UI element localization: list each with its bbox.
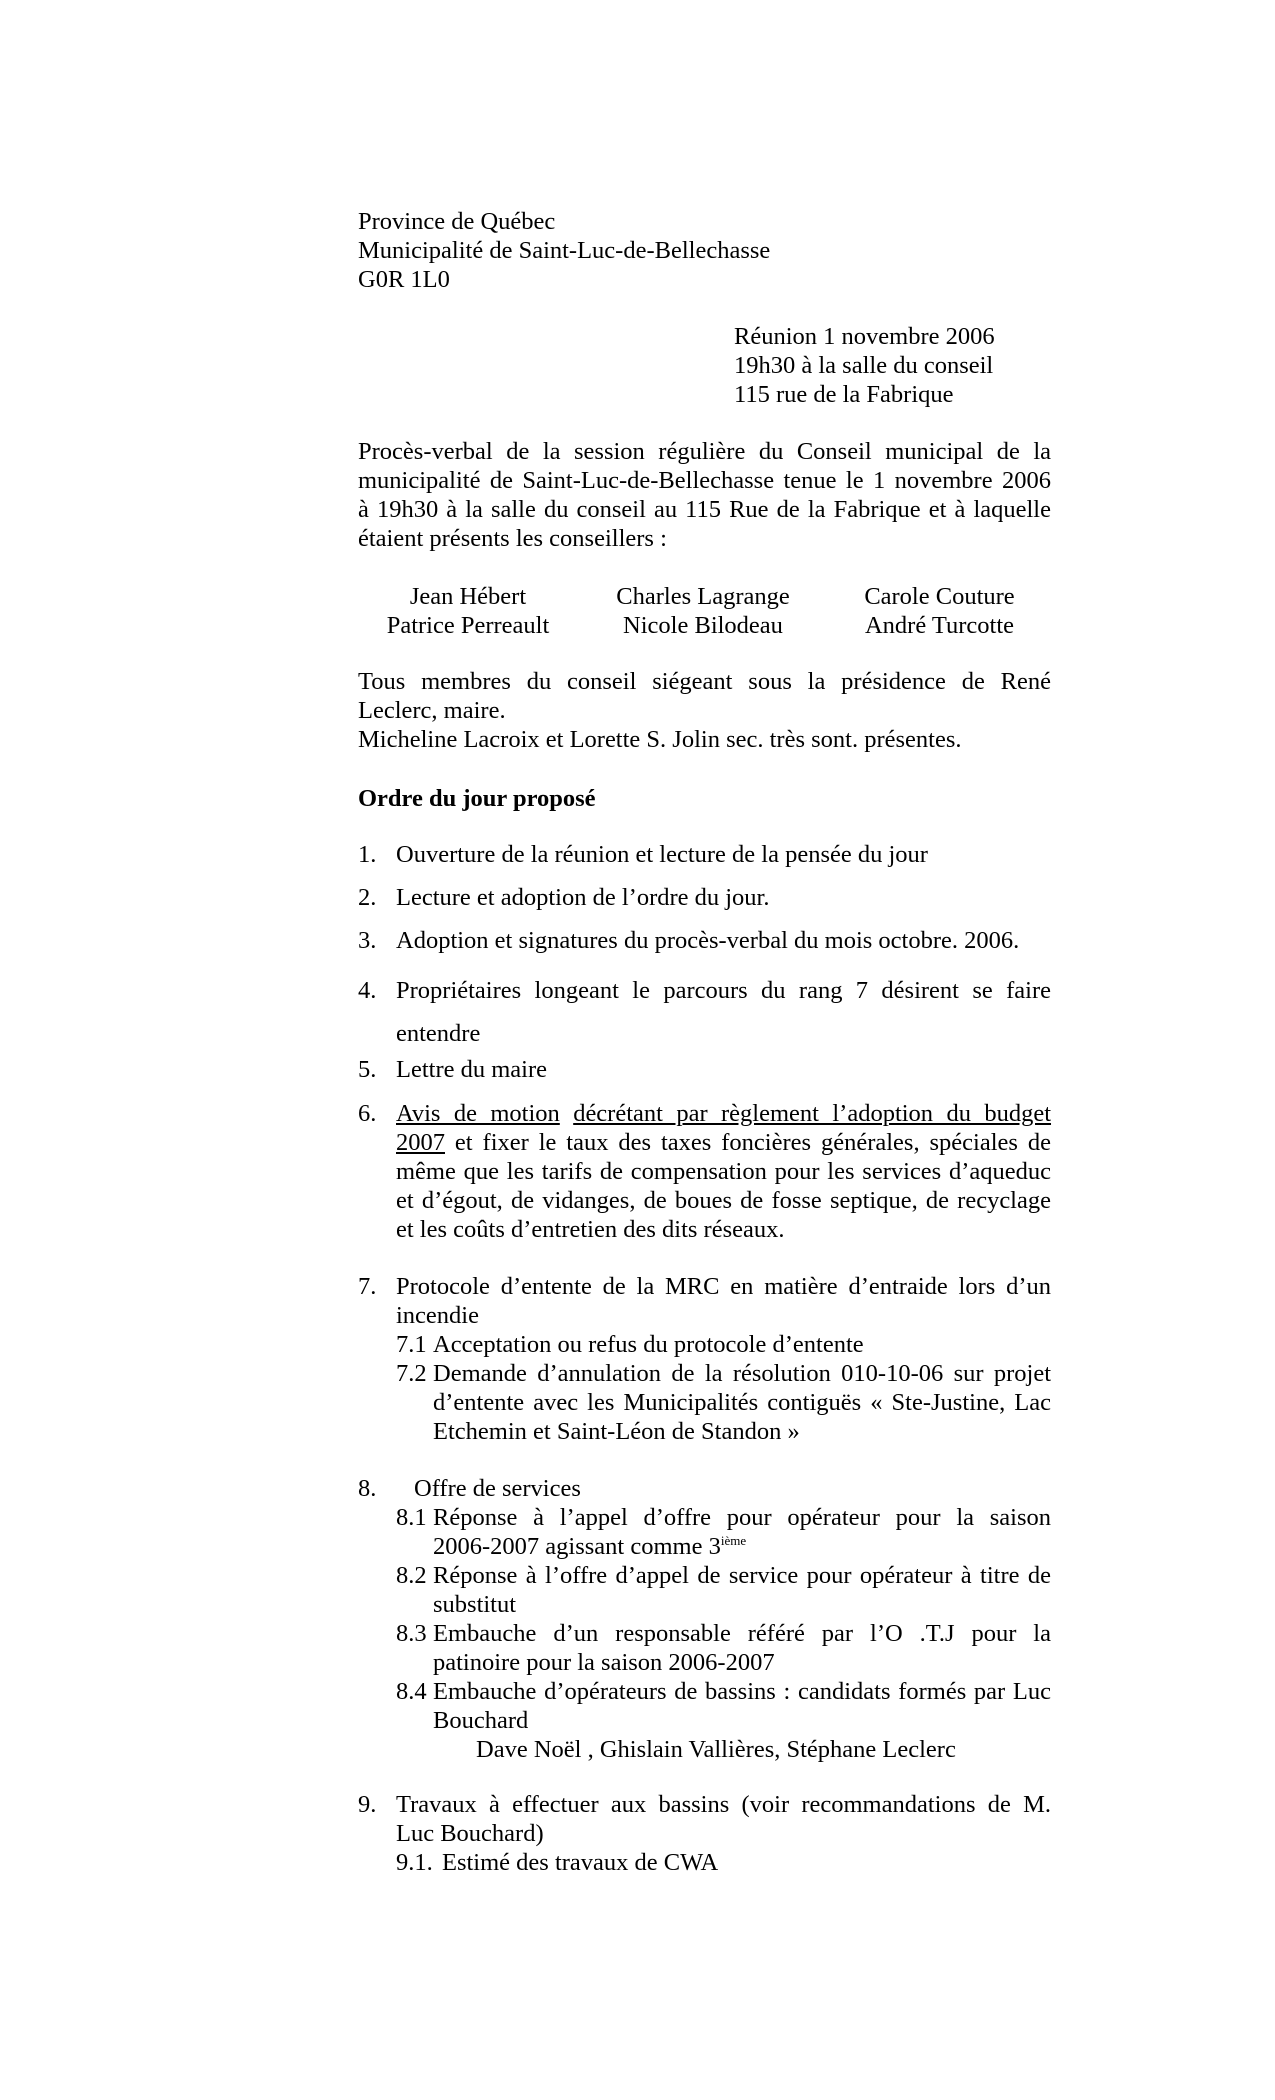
- agenda-item: [358, 969, 1051, 1055]
- sub-item-line: Demande d’annulation de la résolution 010-10-06 sur projet: [433, 1360, 1051, 1387]
- sub-item: [396, 1359, 1051, 1446]
- councillor: Jean Hébert: [409, 583, 527, 610]
- underlined-text: Avis de motion: [396, 1100, 560, 1127]
- sub-item-line: Bouchard: [433, 1707, 529, 1734]
- item-line: entendre: [396, 1020, 481, 1047]
- item-line: incendie: [396, 1302, 479, 1329]
- item-text: Adoption et signatures du procès-verbal du mois octobre. 2006.: [396, 927, 1020, 954]
- item-number: 2.: [358, 884, 377, 911]
- item-text: Lettre du maire: [396, 1056, 548, 1083]
- councillors-row: [358, 582, 1051, 611]
- sub-item: [396, 1561, 1051, 1619]
- presidency-line: Tous membres du conseil siégeant sous la présidence de René: [358, 668, 1051, 695]
- sub-item-line-text: 2006-2007 agissant comme 3: [433, 1533, 721, 1560]
- province: Province de Québec: [358, 208, 556, 235]
- item-line: Protocole d’entente de la MRC en matière d’entraide lors d’un: [396, 1273, 1051, 1300]
- agenda-item: [358, 926, 1051, 955]
- meeting-date: Réunion 1 novembre 2006: [734, 323, 995, 350]
- item-line: [396, 1099, 1051, 1128]
- sub-item-number: 8.2: [396, 1562, 427, 1589]
- sub-item-line: Embauche d’un responsable référé par l’O .T.J pour la: [433, 1620, 1051, 1647]
- sub-item-number: 9.1.: [396, 1849, 433, 1876]
- item-number: 9.: [358, 1791, 377, 1818]
- item-line: Propriétaires longeant le parcours du rang 7 désirent se faire: [396, 977, 1051, 1004]
- sub-item-text: [433, 1561, 1051, 1619]
- meeting-address: 115 rue de la Fabrique: [734, 381, 954, 408]
- sub-item-text: [433, 1503, 1051, 1561]
- agenda-item: [358, 1790, 1051, 1877]
- item-text: Offre de services: [414, 1475, 581, 1502]
- item-text: Ouverture de la réunion et lecture de la pensée du jour: [396, 841, 928, 868]
- councillors-row: [358, 611, 1051, 640]
- sub-item-line: substitut: [433, 1591, 517, 1618]
- superscript: ième: [720, 1532, 747, 1548]
- sub-item: [396, 1848, 1051, 1877]
- agenda-title-text: Ordre du jour proposé: [358, 785, 596, 812]
- item-text: [396, 1272, 1051, 1330]
- sub-item-line: d’entente avec les Municipalités contiguës « Ste-Justine, Lac: [433, 1389, 1051, 1416]
- intro-line: municipalité de Saint-Luc-de-Bellechasse tenue le 1 novembre 2006: [358, 467, 1051, 494]
- item-line: même que les tarifs de compensation pour les services d’aqueduc: [396, 1158, 1051, 1185]
- municipality: Municipalité de Saint-Luc-de-Bellechasse: [358, 237, 771, 264]
- item-text: Lecture et adoption de l’ordre du jour.: [396, 884, 770, 911]
- item-number: 8.: [358, 1475, 377, 1502]
- sub-item-number: 8.1: [396, 1504, 427, 1531]
- sub-item-text: [433, 1619, 1051, 1677]
- sub-item-number: 8.3: [396, 1620, 427, 1647]
- agenda-item: [358, 1055, 1051, 1084]
- underlined-text: 2007: [396, 1129, 445, 1156]
- sub-item-text: Acceptation ou refus du protocole d’entente: [433, 1331, 864, 1358]
- item-text: [396, 969, 1051, 1055]
- item-number: 5.: [358, 1056, 377, 1083]
- intro-line: à 19h30 à la salle du conseil au 115 Rue de la Fabrique et à laquelle: [358, 496, 1051, 523]
- intro-line: Procès-verbal de la session régulière du Conseil municipal de la: [358, 438, 1051, 465]
- sub-item: [396, 1503, 1051, 1561]
- item-line: Luc Bouchard): [396, 1820, 544, 1847]
- item-number: 6.: [358, 1100, 377, 1127]
- councillors-table: [358, 582, 1051, 640]
- item-number: 4.: [358, 977, 377, 1004]
- item-line: et d’égout, de vidanges, de boues de fosse septique, de recyclage: [396, 1187, 1051, 1214]
- meeting-info: [734, 322, 1054, 409]
- sub-item: [396, 1330, 1051, 1359]
- sub-item-number: 8.4: [396, 1678, 427, 1705]
- presidency-line: Micheline Lacroix et Lorette S. Jolin sec. très sont. présentes.: [358, 726, 962, 753]
- agenda-item: [358, 1474, 1051, 1764]
- item-line: Travaux à effectuer aux bassins (voir recommandations de M.: [396, 1791, 1051, 1818]
- postal-code: G0R 1L0: [358, 266, 450, 293]
- item-number: 7.: [358, 1273, 377, 1300]
- agenda-item: [358, 1272, 1051, 1446]
- sub-item-text: Estimé des travaux de CWA: [442, 1849, 719, 1876]
- item-line: et les coûts d’entretien des dits réseaux.: [396, 1216, 785, 1243]
- sub-item-line: Réponse à l’offre d’appel de service pour opérateur à titre de: [433, 1562, 1051, 1589]
- intro-paragraph: [358, 437, 1051, 553]
- intro-line: étaient présents les conseillers :: [358, 525, 667, 552]
- candidates-line: Dave Noël , Ghislain Vallières, Stéphane Leclerc: [476, 1736, 956, 1763]
- sub-item-text: [433, 1359, 1051, 1446]
- sub-item-text: [433, 1677, 1051, 1764]
- meeting-time-place: 19h30 à la salle du conseil: [734, 352, 994, 379]
- sub-item: [396, 1677, 1051, 1764]
- municipality-header: [358, 207, 1051, 294]
- presidency-line: Leclerc, maire.: [358, 697, 506, 724]
- sub-item-line: Embauche d’opérateurs de bassins : candidats formés par Luc: [433, 1678, 1051, 1705]
- agenda-item: [358, 840, 1051, 869]
- presidency-paragraph: [358, 667, 1051, 754]
- agenda-item: [358, 883, 1051, 912]
- sub-item-line: patinoire pour la saison 2006-2007: [433, 1649, 775, 1676]
- sub-item-line: [433, 1532, 1051, 1561]
- sub-item-number: 7.2: [396, 1360, 427, 1387]
- councillor: Charles Lagrange: [616, 583, 790, 610]
- agenda-title: [358, 784, 1051, 813]
- item-text: [396, 1790, 1051, 1848]
- item-line-rest: et fixer le taux des taxes foncières générales, spéciales de: [445, 1129, 1051, 1156]
- councillor: Patrice Perreault: [386, 612, 550, 639]
- item-number: 3.: [358, 927, 377, 954]
- councillor: Carole Couture: [864, 583, 1015, 610]
- agenda-item: [358, 1099, 1051, 1244]
- sub-item-line: Réponse à l’appel d’offre pour opérateur pour la saison: [433, 1504, 1051, 1531]
- sub-item-line: Etchemin et Saint-Léon de Standon »: [433, 1418, 800, 1445]
- councillor: Nicole Bilodeau: [623, 612, 783, 639]
- item-line: [396, 1128, 1051, 1157]
- councillor: André Turcotte: [864, 612, 1015, 639]
- item-text: [396, 1099, 1051, 1244]
- sub-item: [396, 1619, 1051, 1677]
- underlined-text: décrétant par règlement l’adoption du budget: [573, 1100, 1052, 1127]
- sub-item-number: 7.1: [396, 1331, 427, 1358]
- item-number: 1.: [358, 841, 377, 868]
